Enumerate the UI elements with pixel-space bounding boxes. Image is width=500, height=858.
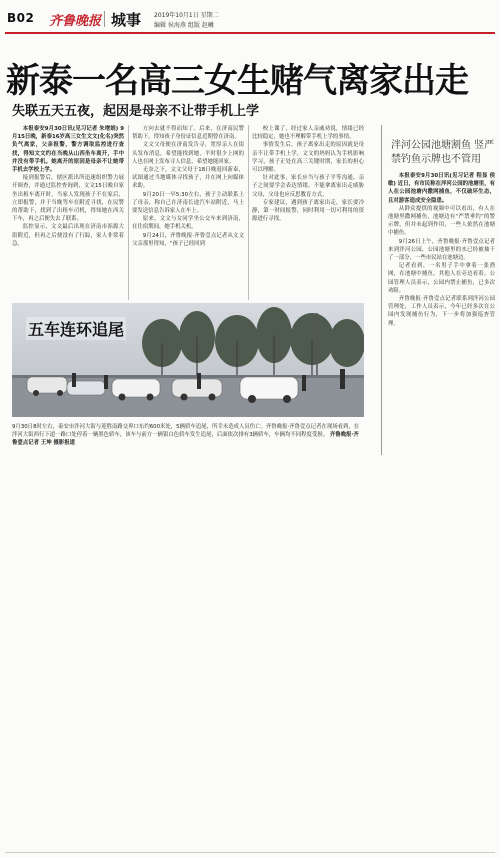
- article-paragraph: 无奈之下，文文父母于18日晚返回新泰，试图通过当地媒体寻找孩子，并在网上向媒体求助。: [132, 167, 244, 190]
- column-divider: [248, 125, 249, 300]
- article-paragraph: 9月20日一早5:30左右，孩子主动联系上了母亲，称自己在济南长途汽车站附近，马上要发送信息告诉家人在车上。: [132, 191, 244, 215]
- article-paragraph: 文文父母便在济南发告寻，宽厚亲人在街头发布消息，希望能找到她，平时很少上网的人也在网上发布寻人信息，希望她能回家。: [132, 142, 244, 165]
- newspaper-logo: 齐鲁晚报: [49, 14, 102, 29]
- sidebar-article: [388, 172, 495, 454]
- photo-title: 五车连环追尾: [26, 317, 126, 340]
- page-number: B02: [7, 11, 35, 25]
- news-photo: [12, 303, 364, 417]
- sidebar-paragraph: 本报泰安9月30日讯(见习记者 程显 侯敏) 近日，有市民称在泮河公园的池塘里，有人在公园池塘内撒网捕鱼，不仅破坏生态，且对游客造成安全隐患。: [388, 173, 495, 204]
- page-header: [5, 6, 495, 34]
- sidebar-paragraph: 记者看到，一名男子手中拿着一张渔网，在池塘中捕鱼，其他人在旁边看着。公园管理人员表示，公园内禁止捕鱼，已多次劝阻。: [388, 263, 495, 294]
- article-paragraph: 监控显示，文文最后出现在济南市泺源大街附近，但再之后便没有了行踪，家人非常着急。: [12, 224, 124, 247]
- sub-headline: 失联五天五夜，起因是母亲不让带手机上学: [12, 104, 260, 119]
- page-bottom-rule: [5, 852, 495, 853]
- editor-credits: 编辑 侯海燕 组版 赵曦: [154, 22, 214, 29]
- article-paragraph: 针对此事，家长应当与孩子平等沟通，亲子之间要学会表达情绪，不能拿离家出走威胁父母，父母也应反思教育方式。: [252, 175, 364, 198]
- article-paragraph: 事情发生后，孩子离家出走的原因就是母亲不让带手机上学，文文的妈妈认为手机影响学习，孩子正处在高三关键时期，家长的担心可以理解。: [252, 142, 364, 174]
- section-title: 城事: [111, 11, 142, 29]
- article-paragraph: 方向去就不得而知了。后来，在济南民警帮助下，得知孩子身份证信息近期曾在济南。: [132, 126, 244, 141]
- sidebar-headline: 泮河公园池塘割鱼 竖严禁钓鱼示牌也不管用: [391, 140, 495, 165]
- caption-text: 9月30日8时左右，泰安市泮河大街与迎胜南路交界口东约600米处，5辆轿车追尾，所幸未造成人员伤亡。齐鲁晚报·齐鲁壹点记者在现场看到，在泮河大街西行下道一路口处停着一辆黑色轿车，该车与前方一辆银白色轿车发生追尾，后面依次排有3辆轿车，车辆均不同程度受损。: [12, 424, 360, 438]
- sidebar-paragraph: 从群众提供的视频中可以看出，有人在池塘里撒网捕鱼，池塘边有“严禁垂钓”的警示牌，但并未起到作用，一些人依然在池塘中捕鱼。: [388, 205, 495, 237]
- article-paragraph: 本报泰安9月30日讯(见习记者 朱增娟) 9月15日晚，新泰16岁高三女生文文(化名)突然负气离家，父亲报警，警方调取监控进行查找，得知文文约在当晚从山西坐车离开，手中并没有带手机。她离开的原因是母亲不让她带手机去学校上学。: [12, 126, 124, 174]
- main-headline: 新泰一名高三女生赌气离家出走: [6, 61, 468, 101]
- article-paragraph: 9月24日，齐鲁晚报·齐鲁壹点记者从文文父亲那里得知，“孩子已经回到: [132, 232, 244, 247]
- article-paragraph: 接到报警后，辖区派出所迅速组织警力展开调查，并通过监控查询到，文文15日晚自家坐出租车离开时，当家人发现孩子不在家后，立即报警，并于当晚驾车在附近寻找，在民警的帮助下，找到了出租车司机，得知她在西关下车，再之后便失去了联系。: [12, 175, 124, 223]
- article-column-1: [12, 125, 124, 300]
- article-column-3: [252, 125, 364, 300]
- article-paragraph: 专家建议，遇到孩子离家出走，家长要冷静，第一时间报警，同时利用一切可利用的资源进行寻找。: [252, 199, 364, 223]
- article-paragraph: 原来，文文与女同学坐公交车来到济南，在住宿期间，她手机关机。: [132, 216, 244, 231]
- photo-credit: 齐鲁晚报·齐鲁壹点记者 王坤 摄影报道: [12, 432, 359, 446]
- article-column-2: [132, 125, 244, 300]
- issue-date: 2019年10月1日 星期二: [154, 12, 219, 19]
- column-divider: [128, 125, 129, 300]
- header-divider: [104, 11, 105, 27]
- sidebar-paragraph: 9月26日上午，齐鲁晚报·齐鲁壹点记者来到泮河公园，公园池塘里的水已经被抽干了一部分，一些市民站在池塘边。: [388, 238, 495, 262]
- photo-caption: [12, 423, 364, 447]
- sidebar-paragraph: 齐鲁晚报·齐鲁壹点记者联系到泮河公园管理处，工作人员表示，今年已经多次在公园内发现捕鱼行为，下一步将加强巡查管理。: [388, 296, 495, 327]
- sidebar-divider: [381, 125, 382, 455]
- article-paragraph: 校上课了，经过家人亲戚劝说，情绪已经比较稳定，她也不理解带手机上学的事情。: [252, 126, 364, 141]
